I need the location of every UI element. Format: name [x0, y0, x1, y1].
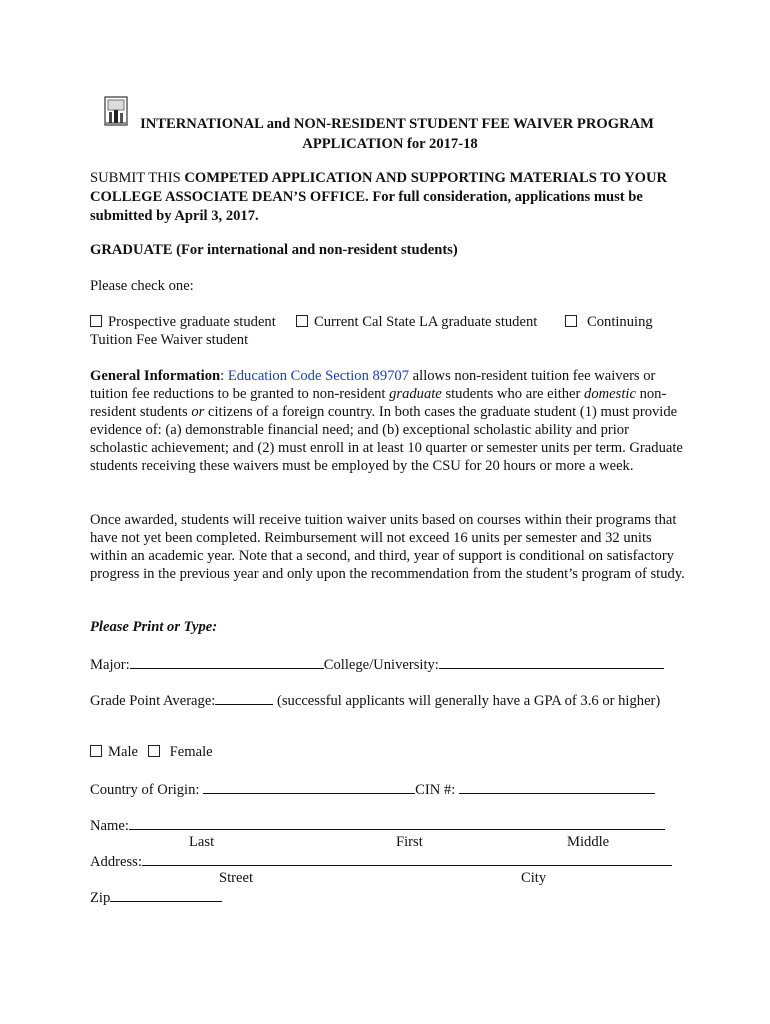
gpa-label: Grade Point Average:: [90, 693, 216, 709]
name-first-caption: First: [396, 834, 423, 850]
major-label: Major:: [90, 657, 130, 673]
general-info-colon: :: [220, 368, 228, 384]
address-row: [90, 851, 672, 871]
name-middle-caption: Middle: [567, 834, 610, 850]
prospective-checkbox[interactable]: [90, 315, 102, 327]
or-italic: or: [191, 404, 205, 420]
female-checkbox[interactable]: [148, 745, 160, 757]
name-row: [90, 815, 665, 835]
continuing-label: Continuing: [587, 314, 653, 330]
graduate-heading: GRADUATE (For international and non-resident students): [90, 242, 458, 258]
general-info-text-4: citizens of a foreign country. In both cases the graduate student (1) must provide evidence of: (a) demonstrable financial need; and (b) exceptional scholastic ability and prior scholastic achievement; and (2) must enroll in at least 10 quarter or semester units per term. Graduate students receiving these waivers must be employed by the CSU for 20 hours or more a week.: [90, 404, 683, 474]
address-street-caption: Street: [219, 870, 254, 886]
submit-prefix: SUBMIT THIS: [90, 170, 185, 186]
title-line-1: INTERNATIONAL and NON-RESIDENT STUDENT FEE WAIVER PROGRAM: [140, 116, 654, 132]
address-label: Address:: [90, 854, 142, 870]
zip-field[interactable]: [110, 887, 222, 902]
cin-field[interactable]: [459, 779, 655, 794]
college-label: College/University:: [323, 657, 439, 673]
zip-row: [90, 887, 222, 907]
zip-label: Zip: [90, 890, 111, 906]
female-label: Female: [169, 744, 213, 760]
cin-label: CIN #:: [415, 782, 456, 798]
major-college-row: [90, 654, 664, 674]
domestic-italic: domestic: [584, 386, 636, 402]
name-last-caption: Last: [189, 834, 215, 850]
prospective-label: Prospective graduate student: [108, 314, 276, 330]
general-info-label: General Information: [90, 368, 221, 384]
college-field[interactable]: [439, 654, 664, 669]
education-code-link[interactable]: Education Code Section 89707: [227, 368, 410, 384]
name-label: Name:: [90, 818, 129, 834]
current-student-label: Current Cal State LA graduate student: [314, 314, 538, 330]
gpa-field[interactable]: [215, 690, 273, 705]
status-option-continuing: [565, 313, 653, 331]
continuing-checkbox[interactable]: [565, 315, 577, 327]
gpa-note: (successful applicants will generally have a GPA of 3.6 or higher): [277, 693, 661, 709]
address-city-caption: City: [521, 870, 547, 886]
submit-instructions: [90, 169, 690, 226]
page-title: [90, 114, 690, 154]
general-info-text-1: allows non-resident tuition fee waivers or tuition fee reductions to be granted to non-resident: [90, 368, 656, 402]
check-one-label: Please check one:: [90, 278, 194, 294]
gpa-row: [90, 690, 690, 710]
country-label: Country of Origin:: [90, 782, 200, 798]
continuing-label-cont: Tuition Fee Waiver student: [90, 332, 249, 348]
print-or-type-label: Please Print or Type:: [90, 619, 218, 635]
submit-bold-text: COMPETED APPLICATION AND SUPPORTING MATERIALS TO YOUR COLLEGE ASSOCIATE DEAN’S OFFICE. For full consideration, applications must be submitted by April 3, 2017.: [90, 170, 668, 224]
address-field[interactable]: [142, 851, 672, 866]
male-label: Male: [108, 744, 138, 760]
general-information-paragraph: [90, 367, 690, 475]
current-student-checkbox[interactable]: [296, 315, 308, 327]
name-field[interactable]: [129, 815, 665, 830]
male-checkbox[interactable]: [90, 745, 102, 757]
general-info-text-3: non-resident students: [90, 386, 667, 420]
title-line-2: APPLICATION for 2017-18: [302, 136, 478, 152]
graduate-italic: graduate: [389, 386, 442, 402]
status-option-current: [296, 313, 537, 331]
major-field[interactable]: [130, 654, 324, 669]
awarded-paragraph: Once awarded, students will receive tuition waiver units based on courses within their programs that have not yet been completed. Reimbursement will not exceed 16 units per semester and 32 units within an academic year. Note that a second, and third, year of support is conditional on satisfactory progress in the previous year and only upon the recommendation from the student’s program of study.: [90, 512, 685, 582]
country-field[interactable]: [203, 779, 415, 794]
gender-row: [90, 743, 213, 761]
general-info-text-2: students who are either: [441, 386, 585, 402]
status-option-row: [90, 313, 276, 331]
country-cin-row: [90, 779, 655, 799]
